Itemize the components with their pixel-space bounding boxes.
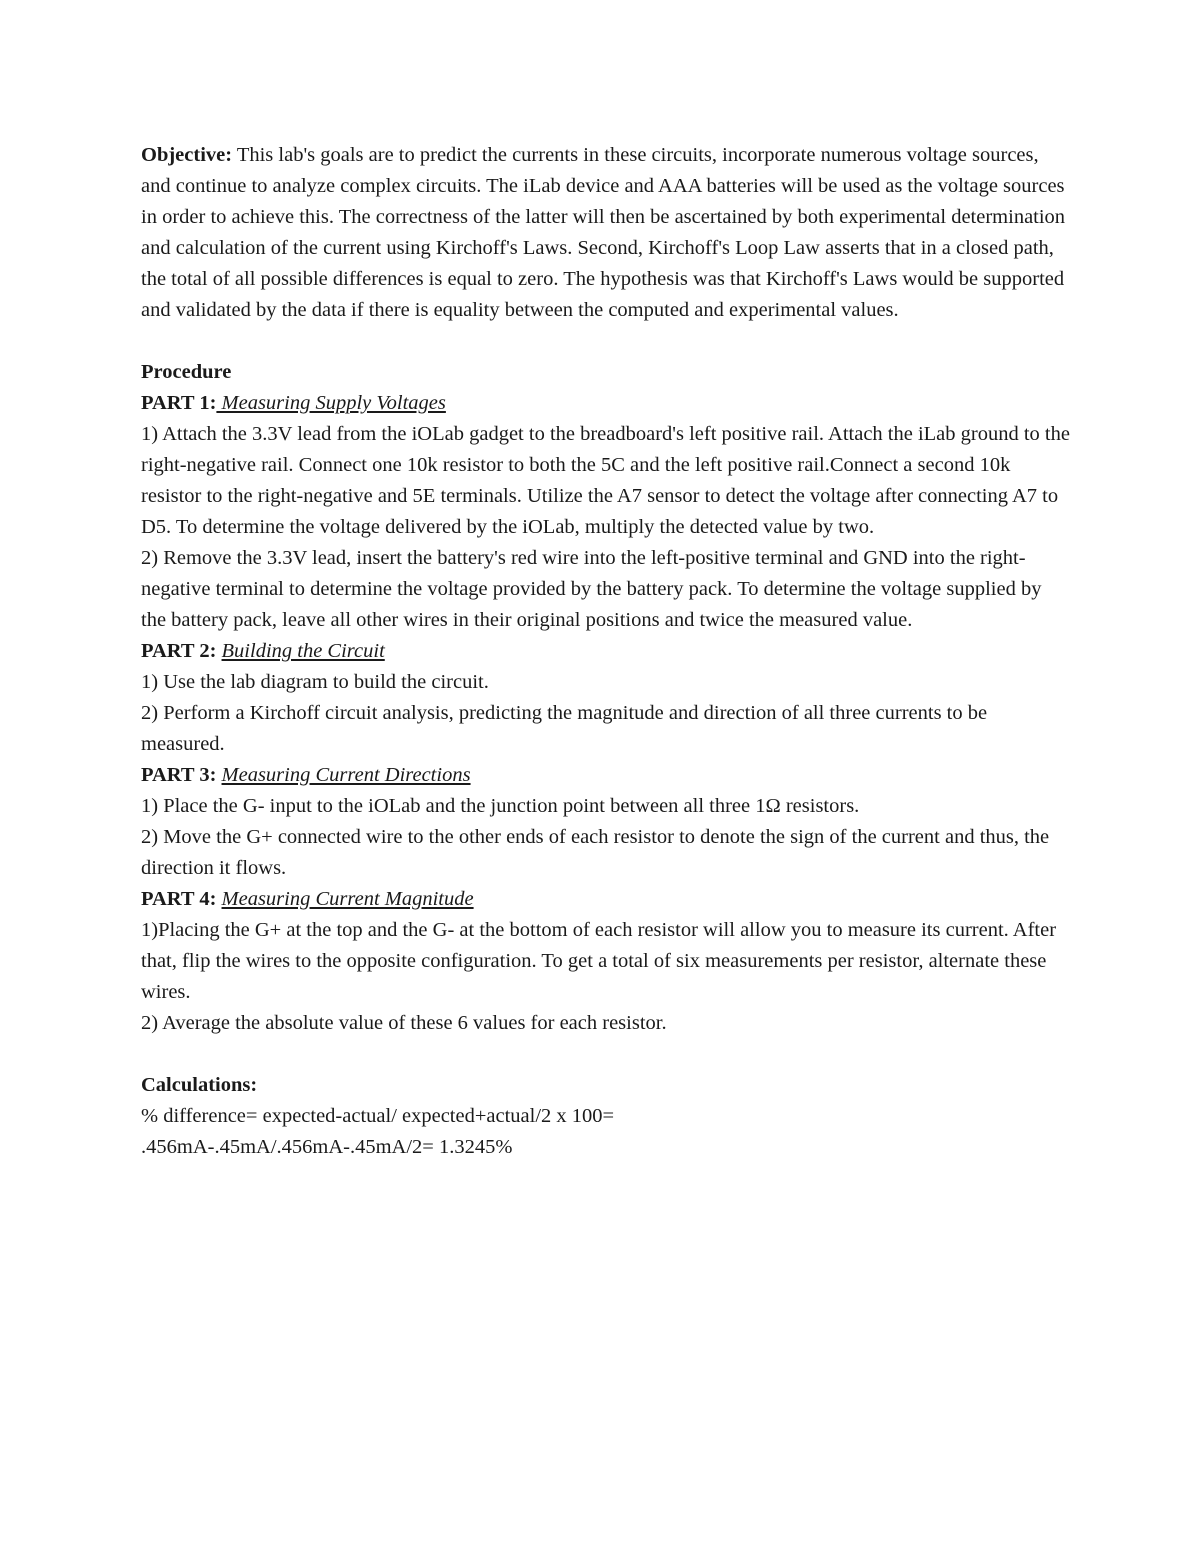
spacer [141, 1039, 1071, 1070]
part-3-title: Measuring Current Directions [221, 764, 471, 786]
spacer [141, 326, 1071, 357]
calculations-formula: % difference= expected-actual/ expected+actual/2 x 100= [141, 1105, 615, 1127]
part-1-label: PART 1: [141, 392, 217, 414]
document-page [141, 140, 1071, 1163]
calculations-result: .456mA-.45mA/.456mA-.45mA/2= 1.3245% [141, 1136, 513, 1158]
part-4-step-1: 1)Placing the G+ at the top and the G- at the bottom of each resistor will allow you to measure its current. After that, flip the wires to the opposite configuration. To get a total of six measurements per resistor, alternate these wires. [141, 919, 1057, 1003]
part-1-heading [141, 388, 1071, 419]
objective-label: Objective: [141, 144, 233, 166]
part-2-step-2: 2) Perform a Kirchoff circuit analysis, predicting the magnitude and direction of all three currents to be measured. [141, 702, 988, 755]
part-2-label: PART 2: [141, 640, 217, 662]
part-3-step-1: 1) Place the G- input to the iOLab and the junction point between all three 1Ω resistors. [141, 795, 860, 817]
part-3-step-2: 2) Move the G+ connected wire to the other ends of each resistor to denote the sign of the current and thus, the direction it flows. [141, 826, 1050, 879]
part-2-title: Building the Circuit [221, 640, 385, 662]
part-4-heading [141, 884, 1071, 915]
part-2-heading [141, 636, 1071, 667]
calculations-heading: Calculations: [141, 1074, 258, 1096]
part-4-title: Measuring Current Magnitude [221, 888, 474, 910]
part-1-step-2: 2) Remove the 3.3V lead, insert the battery's red wire into the left-positive terminal and GND into the right-negative terminal to determine the voltage provided by the battery pack. To determine the voltage supplied by the battery pack, leave all other wires in their original positions and twice the measured value. [141, 547, 1042, 631]
objective-paragraph [141, 140, 1071, 326]
part-3-label: PART 3: [141, 764, 217, 786]
part-2-step-1: 1) Use the lab diagram to build the circuit. [141, 671, 489, 693]
part-4-label: PART 4: [141, 888, 217, 910]
objective-text: This lab's goals are to predict the currents in these circuits, incorporate numerous voltage sources, and continue to analyze complex circuits. The iLab device and AAA batteries will be used as the voltage sources in order to achieve this. The correctness of the latter will then be ascertained by both experimental determination and calculation of the current using Kirchoff's Laws. Second, Kirchoff's Loop Law asserts that in a closed path, the total of all possible differences is equal to zero. The hypothesis was that Kirchoff's Laws would be supported and validated by the data if there is equality between the computed and experimental values. [141, 144, 1066, 321]
procedure-heading: Procedure [141, 361, 232, 383]
part-4-step-2: 2) Average the absolute value of these 6 values for each resistor. [141, 1012, 667, 1034]
part-1-title: Measuring Supply Voltages [216, 392, 446, 414]
part-3-heading [141, 760, 1071, 791]
part-1-step-1: 1) Attach the 3.3V lead from the iOLab gadget to the breadboard's left positive rail. Attach the iLab ground to the right-negative rail. Connect one 10k resistor to both the 5C and the left positive rail.Connect a second 10k resistor to the right-negative and 5E terminals. Utilize the A7 sensor to detect the voltage after connecting A7 to D5. To determine the voltage delivered by the iOLab, multiply the detected value by two. [141, 423, 1070, 538]
